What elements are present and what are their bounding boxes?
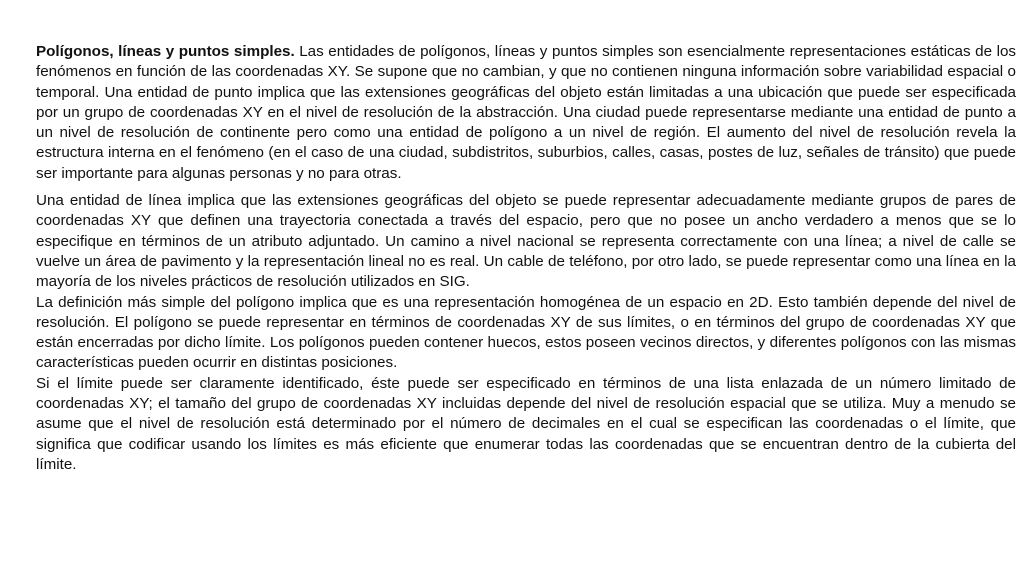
paragraph-1-text: Las entidades de polígonos, líneas y puntos simples son esencialmente representaciones estáticas de los fenómenos en función de las coordenadas XY. Se supone que no cambian, y que no contienen ninguna información sobre variabilidad espacial o temporal. Una entidad de punto implica que las extensiones geográficas del objeto están limitadas a una ubicación que puede ser especificada por un grupo de coordenadas XY en el nivel de resolución de la abstracción. Una ciudad puede representarse mediante una entidad de punto a un nivel de resolución de continente pero como una entidad de polígono a un nivel de región. El aumento del nivel de resolución revela la estructura interna en el fenómeno (en el caso de una ciudad, subdistritos, suburbios, calles, casas, postes de luz, señales de tránsito) que puede ser importante para algunas personas y no para otras. (36, 43, 1016, 182)
paragraph-line-entity: Una entidad de línea implica que las extensiones geográficas del objeto se puede representar adecuadamente mediante grupos de pares de coordenadas XY que definen una trayectoria conectada a través del espacio, pero que no posee un ancho verdadero a menos que se lo especifique en términos de un atributo adjuntado. Un camino a nivel nacional se representa correctamente con una línea; a nivel de calle se vuelve un área de pavimento y la representación lineal no es real. Un cable de teléfono, por otro lado, se puede representar como una línea en la mayoría de los niveles prácticos de resolución utilizados en SIG. (36, 192, 1016, 291)
document-body (36, 42, 1016, 475)
paragraph-polygon-definition: La definición más simple del polígono implica que es una representación homogénea de un espacio en 2D. Esto también depende del nivel de resolución. El polígono se puede representar en términos de coordenadas XY de sus límites, o en términos del grupo de coordenadas XY que están encerradas por dicho límite. Los polígonos pueden contener huecos, estos poseen vecinos directos, y diferentes polígonos con las mismas características pueden ocurrir en distintas posiciones. (36, 293, 1016, 372)
section-lead-heading: Polígonos, líneas y puntos simples. (36, 43, 295, 60)
paragraph-boundary-specification: Si el límite puede ser claramente identificado, éste puede ser especificado en términos de una lista enlazada de un número limitado de coordenadas XY; el tamaño del grupo de coordenadas XY incluidas depende del nivel de resolución espacial que se utiliza. Muy a menudo se asume que el nivel de resolución está determinado por el número de decimales en el cual se especifican las coordenadas o el límite, que significa que codificar usando los límites es más eficiente que enumerar todas las coordenadas que se encuentran dentro de la cubierta del límite. (36, 374, 1016, 473)
paragraph-points-lines-polygons (36, 42, 1016, 184)
